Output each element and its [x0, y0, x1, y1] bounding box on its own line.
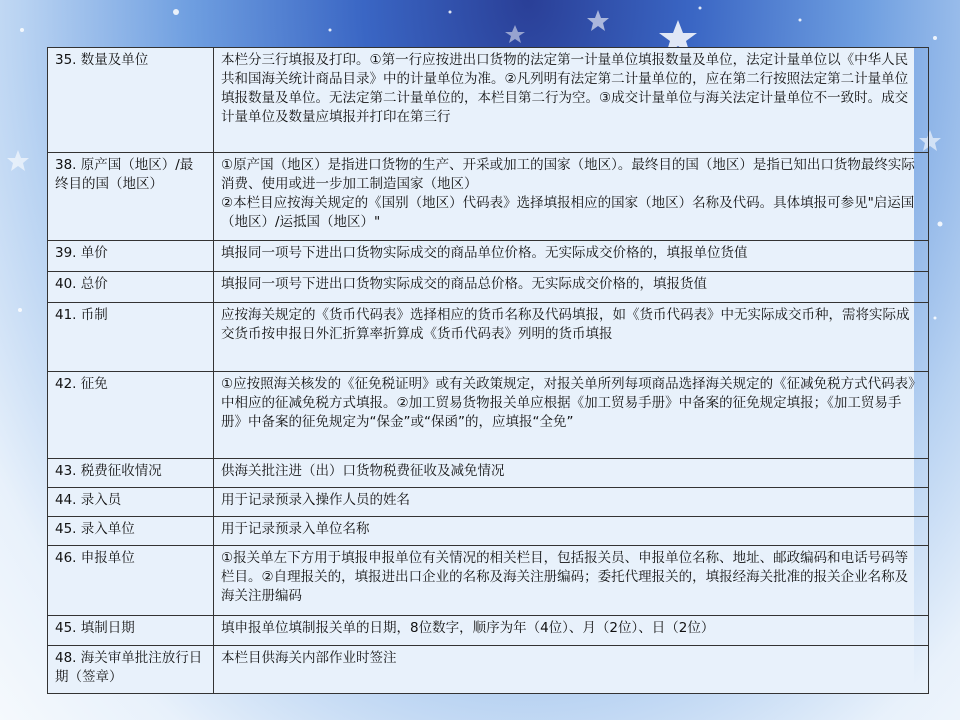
item-cell: 45. 录入单位 — [48, 517, 214, 546]
description-cell: 用于记录预录入操作人员的姓名 — [214, 488, 929, 517]
item-cell: 41. 币制 — [48, 303, 214, 372]
item-cell: 44. 录入员 — [48, 488, 214, 517]
table-row — [48, 546, 929, 616]
item-cell: 45. 填制日期 — [48, 616, 214, 646]
star-icon — [7, 150, 29, 171]
customs-declaration-table — [47, 47, 914, 693]
description-cell: 本栏目供海关内部作业时签注 — [214, 646, 929, 694]
description-cell: 填报同一项号下进出口货物实际成交的商品总价格。无实际成交价格的，填报货值 — [214, 272, 929, 303]
table-row — [48, 616, 929, 646]
table-row — [48, 488, 929, 517]
description-cell: 用于记录预录入单位名称 — [214, 517, 929, 546]
description-cell: ①原产国（地区）是指进口货物的生产、开采或加工的国家（地区）。最终目的国（地区）是指已知出口货物最终实际消费、使用或进一步加工制造国家（地区） ②本栏目应按海关规定的《国别（地区）代码表》选择填报相应的国家（地区）名称及代码。具体填报可参见"启运国（地区）/运抵国（地区）" — [214, 153, 929, 241]
description-cell: ①报关单左下方用于填报申报单位有关情况的相关栏目，包括报关员、申报单位名称、地址、邮政编码和电话号码等栏目。②自理报关的，填报进出口企业的名称及海关注册编码；委托代理报关的，填报经海关批准的报关企业名称及海关注册编码 — [214, 546, 929, 616]
table-row — [48, 48, 929, 153]
item-cell: 35. 数量及单位 — [48, 48, 214, 153]
description-cell: 应按海关规定的《货币代码表》选择相应的货币名称及代码填报，如《货币代码表》中无实际成交币种，需将实际成交货币按申报日外汇折算率折算成《货币代码表》列明的货币填报 — [214, 303, 929, 372]
description-cell: 填申报单位填制报关单的日期，8位数字，顺序为年（4位）、月（2位）、日（2位） — [214, 616, 929, 646]
item-cell: 46. 申报单位 — [48, 546, 214, 616]
field-description-table — [47, 47, 929, 694]
table-row — [48, 241, 929, 272]
item-cell: 38. 原产国（地区）/最终目的国（地区） — [48, 153, 214, 241]
table-row — [48, 153, 929, 241]
description-cell: 填报同一项号下进出口货物实际成交的商品单位价格。无实际成交价格的，填报单位货值 — [214, 241, 929, 272]
table-row — [48, 303, 929, 372]
star-icon — [505, 25, 525, 43]
description-cell: ①应按照海关核发的《征免税证明》或有关政策规定，对报关单所列每项商品选择海关规定的《征减免税方式代码表》中相应的征减免税方式填报。②加工贸易货物报关单应根据《加工贸易手册》中备案的征免规定填报；《加工贸易手册》中备案的征免规定为“保金”或“保函”的，应填报“全免” — [214, 372, 929, 459]
description-cell: 本栏分三行填报及打印。①第一行应按进出口货物的法定第一计量单位填报数量及单位，法定计量单位以《中华人民共和国海关统计商品目录》中的计量单位为准。②凡列明有法定第二计量单位的，应在第二行按照法定第二计量单位填报数量及单位。无法定第二计量单位的，本栏目第二行为空。③成交计量单位与海关法定计量单位不一致时。成交计量单位及数量应填报并打印在第三行 — [214, 48, 929, 153]
star-icon — [587, 10, 609, 31]
table-row — [48, 646, 929, 694]
item-cell: 48. 海关审单批注放行日期（签章） — [48, 646, 214, 694]
description-cell: 供海关批注进（出）口货物税费征收及减免情况 — [214, 459, 929, 488]
table-row — [48, 272, 929, 303]
item-cell: 43. 税费征收情况 — [48, 459, 214, 488]
item-cell: 40. 总价 — [48, 272, 214, 303]
table-row — [48, 517, 929, 546]
item-cell: 39. 单价 — [48, 241, 214, 272]
table-row — [48, 372, 929, 459]
table-row — [48, 459, 929, 488]
item-cell: 42. 征免 — [48, 372, 214, 459]
